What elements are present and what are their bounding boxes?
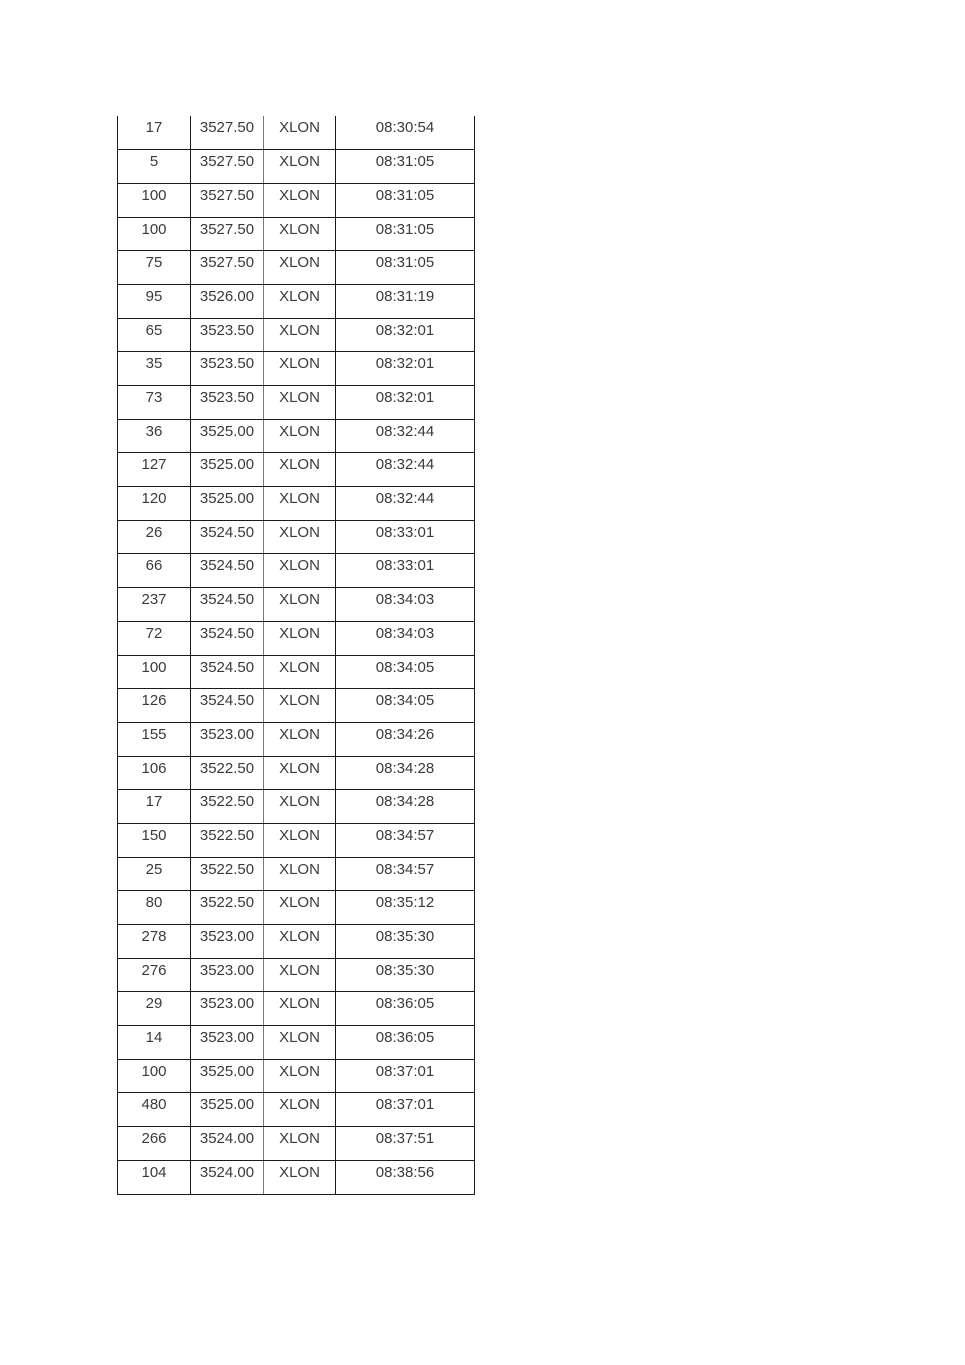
time-cell: 08:34:05 — [336, 655, 475, 689]
venue-cell: XLON — [264, 588, 336, 622]
time-cell: 08:31:19 — [336, 284, 475, 318]
table-row — [118, 1026, 475, 1060]
time-cell: 08:37:01 — [336, 1093, 475, 1127]
quantity-cell: 75 — [118, 251, 191, 285]
time-cell: 08:34:05 — [336, 689, 475, 723]
time-cell: 08:38:56 — [336, 1160, 475, 1194]
venue-cell: XLON — [264, 251, 336, 285]
price-cell: 3523.00 — [191, 925, 264, 959]
quantity-cell: 106 — [118, 756, 191, 790]
quantity-cell: 72 — [118, 621, 191, 655]
quantity-cell: 237 — [118, 588, 191, 622]
quantity-cell: 26 — [118, 520, 191, 554]
quantity-cell: 155 — [118, 722, 191, 756]
price-cell: 3523.00 — [191, 992, 264, 1026]
time-cell: 08:31:05 — [336, 150, 475, 184]
quantity-cell: 104 — [118, 1160, 191, 1194]
table-row — [118, 352, 475, 386]
price-cell: 3524.50 — [191, 554, 264, 588]
price-cell: 3524.50 — [191, 520, 264, 554]
quantity-cell: 73 — [118, 386, 191, 420]
quantity-cell: 36 — [118, 419, 191, 453]
time-cell: 08:34:57 — [336, 857, 475, 891]
quantity-cell: 80 — [118, 891, 191, 925]
table-row — [118, 183, 475, 217]
quantity-cell: 100 — [118, 183, 191, 217]
quantity-cell: 127 — [118, 453, 191, 487]
table-row — [118, 487, 475, 521]
time-cell: 08:33:01 — [336, 520, 475, 554]
price-cell: 3527.50 — [191, 183, 264, 217]
price-cell: 3522.50 — [191, 891, 264, 925]
quantity-cell: 266 — [118, 1127, 191, 1161]
price-cell: 3524.50 — [191, 588, 264, 622]
time-cell: 08:37:01 — [336, 1059, 475, 1093]
price-cell: 3524.50 — [191, 655, 264, 689]
table-row — [118, 453, 475, 487]
quantity-cell: 95 — [118, 284, 191, 318]
price-cell: 3527.50 — [191, 217, 264, 251]
time-cell: 08:34:28 — [336, 756, 475, 790]
venue-cell: XLON — [264, 790, 336, 824]
price-cell: 3525.00 — [191, 419, 264, 453]
quantity-cell: 150 — [118, 823, 191, 857]
price-cell: 3525.00 — [191, 487, 264, 521]
venue-cell: XLON — [264, 554, 336, 588]
price-cell: 3526.00 — [191, 284, 264, 318]
time-cell: 08:34:57 — [336, 823, 475, 857]
venue-cell: XLON — [264, 386, 336, 420]
table-row — [118, 150, 475, 184]
quantity-cell: 5 — [118, 150, 191, 184]
table-row — [118, 588, 475, 622]
price-cell: 3523.50 — [191, 318, 264, 352]
table-row — [118, 857, 475, 891]
time-cell: 08:34:26 — [336, 722, 475, 756]
venue-cell: XLON — [264, 891, 336, 925]
price-cell: 3522.50 — [191, 756, 264, 790]
price-cell: 3523.00 — [191, 958, 264, 992]
venue-cell: XLON — [264, 621, 336, 655]
quantity-cell: 126 — [118, 689, 191, 723]
table-row — [118, 958, 475, 992]
table-row — [118, 823, 475, 857]
time-cell: 08:36:05 — [336, 992, 475, 1026]
price-cell: 3522.50 — [191, 790, 264, 824]
table-row — [118, 1059, 475, 1093]
time-cell: 08:31:05 — [336, 251, 475, 285]
price-cell: 3525.00 — [191, 1059, 264, 1093]
table-row — [118, 655, 475, 689]
quantity-cell: 35 — [118, 352, 191, 386]
price-cell: 3523.00 — [191, 1026, 264, 1060]
time-cell: 08:32:44 — [336, 453, 475, 487]
time-cell: 08:32:44 — [336, 419, 475, 453]
table-row — [118, 621, 475, 655]
time-cell: 08:33:01 — [336, 554, 475, 588]
venue-cell: XLON — [264, 150, 336, 184]
venue-cell: XLON — [264, 857, 336, 891]
venue-cell: XLON — [264, 352, 336, 386]
quantity-cell: 29 — [118, 992, 191, 1026]
time-cell: 08:32:01 — [336, 352, 475, 386]
time-cell: 08:35:30 — [336, 925, 475, 959]
venue-cell: XLON — [264, 419, 336, 453]
table-row — [118, 891, 475, 925]
venue-cell: XLON — [264, 487, 336, 521]
time-cell: 08:32:44 — [336, 487, 475, 521]
price-cell: 3527.50 — [191, 150, 264, 184]
table-row — [118, 925, 475, 959]
trade-table — [117, 116, 475, 1195]
time-cell: 08:35:12 — [336, 891, 475, 925]
venue-cell: XLON — [264, 453, 336, 487]
venue-cell: XLON — [264, 318, 336, 352]
venue-cell: XLON — [264, 925, 336, 959]
quantity-cell: 100 — [118, 1059, 191, 1093]
table-row — [118, 419, 475, 453]
time-cell: 08:32:01 — [336, 318, 475, 352]
table-row — [118, 318, 475, 352]
time-cell: 08:31:05 — [336, 217, 475, 251]
table-row — [118, 1127, 475, 1161]
quantity-cell: 14 — [118, 1026, 191, 1060]
venue-cell: XLON — [264, 1127, 336, 1161]
table-row — [118, 284, 475, 318]
quantity-cell: 100 — [118, 655, 191, 689]
venue-cell: XLON — [264, 992, 336, 1026]
table-row — [118, 554, 475, 588]
time-cell: 08:34:03 — [336, 621, 475, 655]
quantity-cell: 120 — [118, 487, 191, 521]
table-row — [118, 756, 475, 790]
quantity-cell: 66 — [118, 554, 191, 588]
price-cell: 3522.50 — [191, 857, 264, 891]
quantity-cell: 100 — [118, 217, 191, 251]
venue-cell: XLON — [264, 1093, 336, 1127]
venue-cell: XLON — [264, 1026, 336, 1060]
price-cell: 3523.50 — [191, 386, 264, 420]
quantity-cell: 17 — [118, 116, 191, 150]
time-cell: 08:30:54 — [336, 116, 475, 150]
table-row — [118, 722, 475, 756]
table-row — [118, 1160, 475, 1194]
time-cell: 08:35:30 — [336, 958, 475, 992]
price-cell: 3523.00 — [191, 722, 264, 756]
venue-cell: XLON — [264, 217, 336, 251]
quantity-cell: 480 — [118, 1093, 191, 1127]
time-cell: 08:34:03 — [336, 588, 475, 622]
table-row — [118, 116, 475, 150]
price-cell: 3525.00 — [191, 453, 264, 487]
venue-cell: XLON — [264, 284, 336, 318]
price-cell: 3522.50 — [191, 823, 264, 857]
table-row — [118, 689, 475, 723]
venue-cell: XLON — [264, 520, 336, 554]
price-cell: 3524.00 — [191, 1127, 264, 1161]
venue-cell: XLON — [264, 655, 336, 689]
venue-cell: XLON — [264, 722, 336, 756]
time-cell: 08:36:05 — [336, 1026, 475, 1060]
venue-cell: XLON — [264, 958, 336, 992]
price-cell: 3524.00 — [191, 1160, 264, 1194]
time-cell: 08:31:05 — [336, 183, 475, 217]
price-cell: 3524.50 — [191, 689, 264, 723]
table-row — [118, 217, 475, 251]
quantity-cell: 25 — [118, 857, 191, 891]
quantity-cell: 65 — [118, 318, 191, 352]
table-row — [118, 790, 475, 824]
quantity-cell: 17 — [118, 790, 191, 824]
quantity-cell: 276 — [118, 958, 191, 992]
time-cell: 08:32:01 — [336, 386, 475, 420]
price-cell: 3524.50 — [191, 621, 264, 655]
table-row — [118, 251, 475, 285]
table-row — [118, 520, 475, 554]
venue-cell: XLON — [264, 689, 336, 723]
price-cell: 3525.00 — [191, 1093, 264, 1127]
price-cell: 3523.50 — [191, 352, 264, 386]
price-cell: 3527.50 — [191, 251, 264, 285]
table-row — [118, 992, 475, 1026]
time-cell: 08:37:51 — [336, 1127, 475, 1161]
table-row — [118, 1093, 475, 1127]
venue-cell: XLON — [264, 116, 336, 150]
table-row — [118, 386, 475, 420]
venue-cell: XLON — [264, 183, 336, 217]
venue-cell: XLON — [264, 823, 336, 857]
time-cell: 08:34:28 — [336, 790, 475, 824]
price-cell: 3527.50 — [191, 116, 264, 150]
venue-cell: XLON — [264, 1160, 336, 1194]
venue-cell: XLON — [264, 756, 336, 790]
trade-table-body — [118, 116, 475, 1194]
venue-cell: XLON — [264, 1059, 336, 1093]
quantity-cell: 278 — [118, 925, 191, 959]
